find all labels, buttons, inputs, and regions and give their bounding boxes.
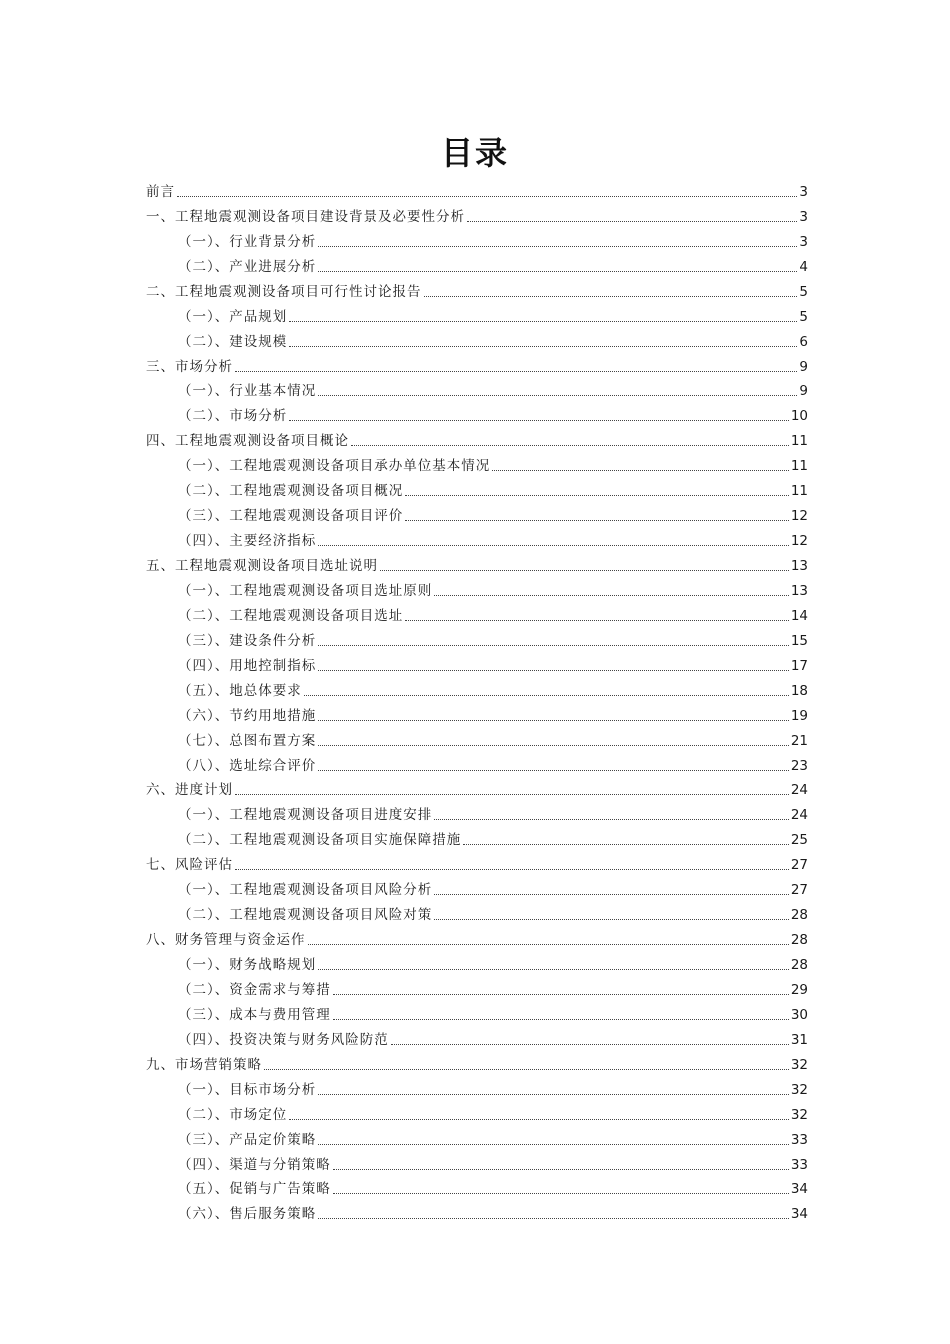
toc-entry-page-number: 27	[790, 882, 808, 899]
toc-entry[interactable]	[146, 874, 808, 899]
toc-entry-page-number: 10	[790, 408, 808, 425]
dot-leader	[318, 770, 789, 771]
dot-leader	[318, 395, 797, 396]
dot-leader	[380, 570, 789, 571]
toc-entry[interactable]	[146, 725, 808, 750]
toc-entry[interactable]	[146, 750, 808, 775]
dot-leader	[289, 1119, 789, 1120]
toc-entry-page-number: 31	[790, 1031, 808, 1048]
toc-entry[interactable]	[146, 824, 808, 849]
toc-entry[interactable]	[146, 1124, 808, 1149]
toc-entry-page-number: 3	[799, 183, 808, 200]
dot-leader	[318, 1094, 789, 1095]
dot-leader	[318, 246, 797, 247]
dot-leader	[351, 445, 789, 446]
dot-leader	[289, 420, 789, 421]
toc-entry-label: （一）、行业背景分析	[178, 233, 317, 250]
toc-entry-page-number: 34	[790, 1181, 808, 1198]
dot-leader	[318, 745, 789, 746]
toc-entry-page-number: 32	[790, 1056, 808, 1073]
toc-entry[interactable]	[146, 924, 808, 949]
toc-entry[interactable]	[146, 201, 808, 226]
dot-leader	[391, 1044, 789, 1045]
toc-entry-label: （二）、工程地震观测设备项目概况	[178, 483, 404, 500]
toc-entry-page-number: 28	[790, 957, 808, 973]
toc-entry-label: （五）、地总体要求	[178, 682, 302, 699]
dot-leader	[318, 1218, 789, 1219]
toc-entry[interactable]	[146, 500, 808, 525]
toc-entry-label: （一）、财务战略规划	[178, 957, 317, 973]
toc-entry-page-number: 11	[790, 483, 808, 500]
toc-entry-page-number: 27	[790, 857, 808, 874]
toc-entry[interactable]	[146, 1099, 808, 1124]
toc-entry-label: （七）、总图布置方案	[178, 732, 317, 749]
dot-leader	[318, 1144, 789, 1145]
toc-entry-label: 一、工程地震观测设备项目建设背景及必要性分析	[146, 208, 465, 225]
toc-entry-page-number: 12	[790, 508, 808, 525]
dot-leader	[304, 695, 789, 696]
toc-entry[interactable]	[146, 450, 808, 475]
toc-entry-label: （六）、售后服务策略	[178, 1206, 317, 1223]
toc-entry[interactable]	[146, 176, 808, 201]
toc-entry-label: （一）、工程地震观测设备项目进度安排	[178, 807, 433, 824]
toc-entry[interactable]	[146, 301, 808, 326]
toc-entry-label: （一）、工程地震观测设备项目选址原则	[178, 582, 433, 599]
dot-leader	[424, 296, 798, 297]
toc-entry[interactable]	[146, 575, 808, 600]
dot-leader	[289, 346, 797, 347]
toc-entry[interactable]	[146, 1074, 808, 1099]
toc-entry-label: （一）、工程地震观测设备项目风险分析	[178, 882, 433, 899]
toc-entry[interactable]	[146, 600, 808, 625]
toc-entry[interactable]	[146, 1174, 808, 1199]
toc-entry-label: （三）、建设条件分析	[178, 632, 317, 649]
toc-entry-label: （二）、工程地震观测设备项目实施保障措施	[178, 832, 462, 849]
toc-entry-label: （三）、工程地震观测设备项目评价	[178, 508, 404, 525]
toc-entry-label: （四）、主要经济指标	[178, 533, 317, 550]
toc-entry-page-number: 28	[790, 907, 808, 924]
toc-entry-label: （一）、目标市场分析	[178, 1081, 317, 1098]
dot-leader	[333, 994, 789, 995]
toc-entry-label: （二）、资金需求与筹措	[178, 981, 331, 998]
toc-entry[interactable]	[146, 1024, 808, 1049]
toc-entry-label: 六、进度计划	[146, 782, 233, 799]
dot-leader	[318, 969, 789, 970]
toc-entry[interactable]	[146, 700, 808, 725]
toc-entry-page-number: 11	[790, 458, 808, 475]
toc-entry-page-number: 24	[790, 782, 808, 799]
toc-entry-page-number: 9	[799, 358, 808, 375]
dot-leader	[318, 545, 789, 546]
dot-leader	[492, 470, 789, 471]
toc-entry[interactable]	[146, 400, 808, 425]
toc-entry-label: （三）、产品定价策略	[178, 1131, 317, 1148]
toc-entry-label: 五、工程地震观测设备项目选址说明	[146, 558, 378, 574]
toc-entry[interactable]	[146, 475, 808, 500]
toc-entry[interactable]	[146, 251, 808, 276]
toc-entry[interactable]	[146, 625, 808, 650]
dot-leader	[264, 1069, 789, 1070]
toc-entry-label: （四）、用地控制指标	[178, 657, 317, 674]
toc-entry-page-number: 32	[790, 1081, 808, 1098]
toc-entry-page-number: 23	[790, 757, 808, 774]
dot-leader	[318, 645, 789, 646]
toc-entry-page-number: 13	[790, 582, 808, 599]
toc-entry-label: 四、工程地震观测设备项目概论	[146, 433, 349, 450]
toc-entry-label: （六）、节约用地措施	[178, 707, 317, 724]
toc-entry-page-number: 25	[790, 832, 808, 849]
toc-entry-page-number: 9	[799, 383, 808, 400]
dot-leader	[434, 894, 789, 895]
toc-entry-label: 三、市场分析	[146, 358, 233, 375]
toc-entry-page-number: 5	[799, 308, 808, 325]
dot-leader	[289, 321, 797, 322]
toc-entry-label: （一）、产品规划	[178, 308, 288, 325]
toc-entry[interactable]	[146, 550, 808, 575]
toc-entry[interactable]	[146, 326, 808, 351]
dot-leader	[333, 1193, 789, 1194]
dot-leader	[235, 869, 789, 870]
toc-entry[interactable]	[146, 276, 808, 301]
dot-leader	[177, 196, 797, 197]
toc-entry-label: （五）、促销与广告策略	[178, 1181, 331, 1198]
toc-entry[interactable]	[146, 974, 808, 999]
dot-leader	[318, 271, 797, 272]
toc-entry-page-number: 3	[799, 208, 808, 225]
toc-entry[interactable]	[146, 1049, 808, 1074]
toc-entry-page-number: 28	[790, 932, 808, 949]
page-title: 目录	[440, 134, 509, 172]
toc-entry[interactable]	[146, 1198, 808, 1223]
dot-leader	[318, 670, 789, 671]
dot-leader	[235, 794, 789, 795]
toc-entry[interactable]	[146, 675, 808, 700]
toc-entry-label: （二）、市场定位	[178, 1106, 288, 1123]
toc-entry-page-number: 33	[790, 1156, 808, 1173]
toc-entry-page-number: 5	[799, 283, 808, 300]
toc-entry-page-number: 21	[790, 732, 808, 749]
toc-entry[interactable]	[146, 1149, 808, 1174]
toc-entry-page-number: 17	[790, 657, 808, 674]
toc-entry-label: （二）、市场分析	[178, 408, 288, 425]
toc-entry[interactable]	[146, 775, 808, 800]
toc-entry-label: 八、财务管理与资金运作	[146, 932, 306, 949]
toc-entry-page-number: 14	[790, 607, 808, 624]
dot-leader	[434, 819, 789, 820]
toc-entry-page-number: 4	[799, 258, 808, 275]
dot-leader	[333, 1169, 789, 1170]
toc-entry-page-number: 15	[790, 632, 808, 649]
toc-entry-page-number: 34	[790, 1206, 808, 1223]
toc-entry-label: 前言	[146, 183, 175, 200]
toc-entry-page-number: 11	[790, 433, 808, 450]
toc-entry-page-number: 12	[790, 533, 808, 550]
toc-entry[interactable]	[146, 799, 808, 824]
toc-entry-page-number: 19	[790, 707, 808, 724]
toc-entry-page-number: 3	[799, 233, 808, 250]
toc-entry-label: （三）、成本与费用管理	[178, 1006, 331, 1023]
toc-entry[interactable]	[146, 351, 808, 376]
toc-entry[interactable]	[146, 849, 808, 874]
toc-entry-page-number: 24	[790, 807, 808, 824]
toc-entry-label: （八）、选址综合评价	[178, 757, 317, 774]
toc-entry[interactable]	[146, 376, 808, 401]
toc-entry-label: 九、市场营销策略	[146, 1056, 262, 1073]
toc-entry[interactable]	[146, 425, 808, 450]
toc-entry[interactable]	[146, 650, 808, 675]
dot-leader	[405, 495, 789, 496]
toc-entry-page-number: 6	[799, 333, 808, 350]
dot-leader	[318, 720, 789, 721]
toc-entry[interactable]	[146, 525, 808, 550]
toc-entry-page-number: 29	[790, 981, 808, 998]
dot-leader	[405, 520, 789, 521]
toc-entry-label: （一）、工程地震观测设备项目承办单位基本情况	[178, 458, 491, 475]
dot-leader	[333, 1019, 789, 1020]
toc-entry-label: （二）、工程地震观测设备项目风险对策	[178, 907, 433, 924]
dot-leader	[463, 844, 789, 845]
dot-leader	[405, 620, 789, 621]
toc-entry-page-number: 33	[790, 1131, 808, 1148]
toc-entry-page-number: 18	[790, 682, 808, 699]
toc-entry-label: （二）、工程地震观测设备项目选址	[178, 607, 404, 624]
toc-entry-label: 二、工程地震观测设备项目可行性讨论报告	[146, 283, 422, 300]
toc-entry-label: （二）、产业进展分析	[178, 258, 317, 275]
toc-entry[interactable]	[146, 226, 808, 251]
toc-entry-label: （二）、建设规模	[178, 333, 288, 350]
toc-entry-label: 七、风险评估	[146, 857, 233, 874]
toc-entry[interactable]	[146, 999, 808, 1024]
dot-leader	[308, 944, 789, 945]
toc-entry-page-number: 30	[790, 1006, 808, 1023]
dot-leader	[467, 221, 797, 222]
dot-leader	[434, 919, 789, 920]
toc-entry-label: （四）、渠道与分销策略	[178, 1156, 331, 1173]
toc-entry-label: （一）、行业基本情况	[178, 383, 317, 400]
toc-entry[interactable]	[146, 949, 808, 974]
toc-entry-page-number: 32	[790, 1106, 808, 1123]
toc-entry[interactable]	[146, 899, 808, 924]
table-of-contents	[146, 176, 808, 1223]
dot-leader	[235, 371, 797, 372]
dot-leader	[434, 595, 789, 596]
toc-entry-label: （四）、投资决策与财务风险防范	[178, 1031, 389, 1048]
toc-entry-page-number: 13	[790, 558, 808, 574]
